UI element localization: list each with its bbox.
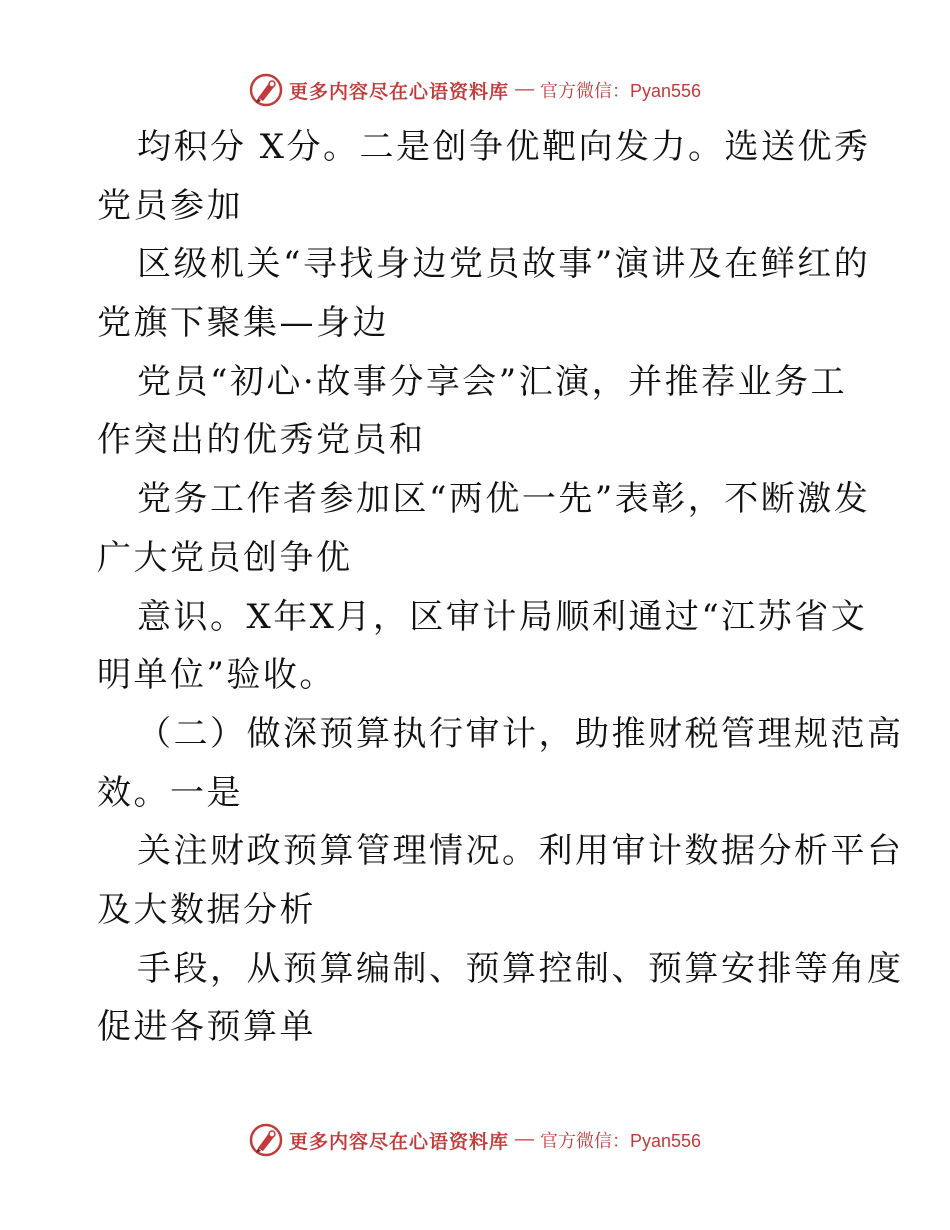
text-line: 促进各预算单 [97,1007,316,1048]
pen-logo-icon [249,73,283,107]
document-body [97,118,904,1057]
text-line: 效。一是 [97,772,243,813]
text-line: 区级机关“寻找身边党员故事”演讲及在鲜红的 [137,244,871,285]
text-line: （二）做深预算执行审计，助推财税管理规范高 [137,713,904,754]
text-line: 及大数据分析 [97,889,316,930]
text-line: 党务工作者参加区“两优一先”表彰，不断激发 [137,479,871,520]
watermark-text: 更多内容尽在心语资料库 [288,1131,509,1153]
text-line: 党旗下聚集—身边 [97,303,389,344]
text-line: 明单位”验收。 [97,655,336,696]
text-line: 广大党员创争优 [97,537,353,578]
text-line: 党员“初心·故事分享会”汇演，并推荐业务工 [137,361,848,402]
text-line: 关注财政预算管理情况。利用审计数据分析平台 [137,831,904,872]
footer-watermark [0,1120,950,1160]
header-watermark [0,70,950,110]
text-line: 意识。X年X月，区审计局顺利通过“江苏省文 [137,596,868,637]
text-line: 党员参加 [97,185,243,226]
pen-logo-icon [249,1123,283,1157]
text-line: 均积分 X分。二是创争优靶向发力。选送优秀 [137,127,871,167]
watermark-official-wechat: 官方微信：Pyan556 [539,81,702,101]
watermark-dash: — [514,79,534,100]
watermark-official-wechat: 官方微信：Pyan556 [539,1131,702,1151]
text-line: 手段，从预算编制、预算控制、预算安排等角度 [137,948,904,989]
text-line: 作突出的优秀党员和 [97,420,426,461]
watermark-text: 更多内容尽在心语资料库 [288,81,509,103]
watermark-dash: — [514,1129,534,1150]
